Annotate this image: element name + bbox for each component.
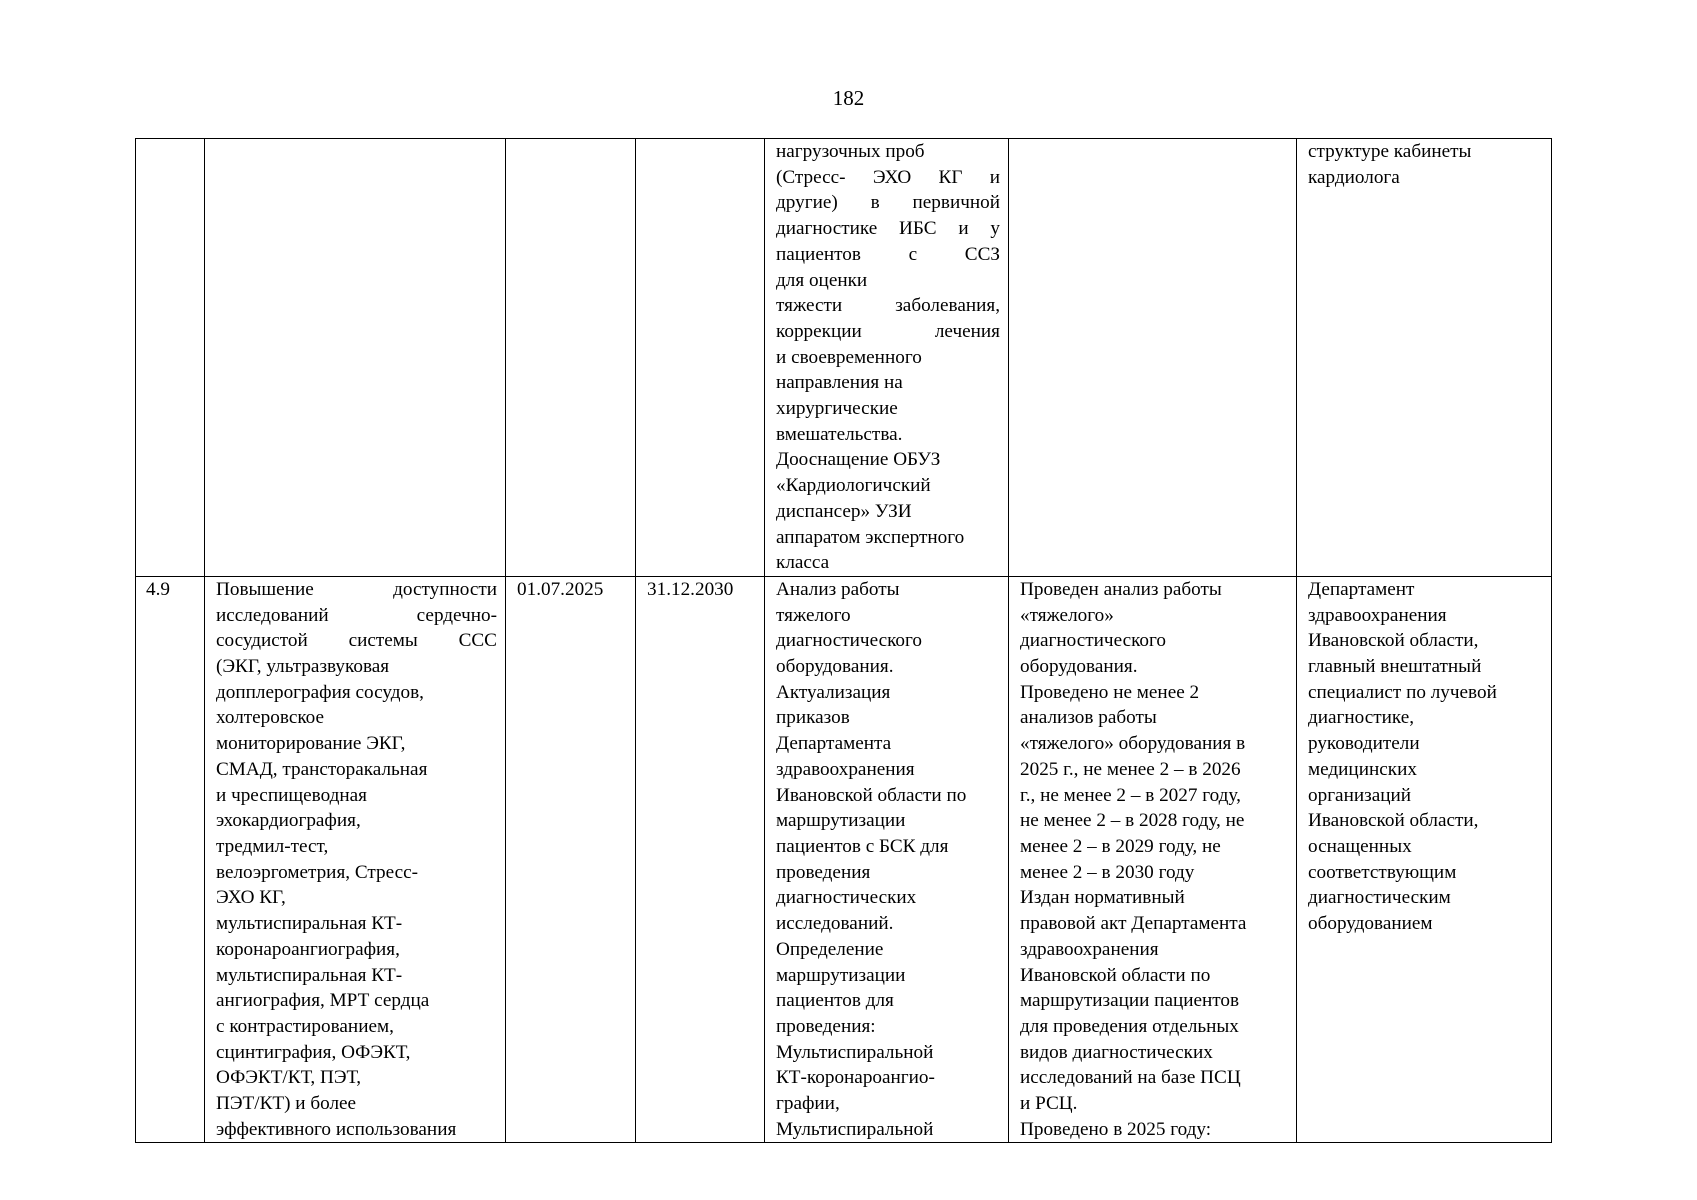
cell-text-line: СМАД, трансторакальная — [216, 758, 428, 780]
cell-text-line: правовой акт Департамента — [1020, 913, 1247, 935]
cell-text-line: маршрутизации пациентов — [1020, 990, 1240, 1012]
cell-text-line: и РСЦ. — [1020, 1093, 1078, 1115]
cell-text-line: «тяжелого» оборудования в — [1020, 733, 1246, 755]
cell-text-line: структуре кабинеты — [1308, 141, 1472, 162]
cell-text-line: ОФЭКТ/КТ, ПЭТ, — [216, 1067, 362, 1089]
cell-text-line: велоэргометрия, Стресс- — [216, 861, 419, 883]
cell-text-line: исследований сердечно- — [216, 604, 497, 626]
cell-number — [136, 139, 205, 577]
cell-text-line: класса — [776, 552, 830, 574]
cell-text-line: Департамента — [776, 733, 892, 755]
cell-number: 4.9 — [136, 576, 205, 1142]
cell-text-line: Мультиспиральной — [776, 1041, 934, 1063]
cell-text-line: проведения — [776, 861, 871, 883]
cell-text-line: аппаратом экспертного — [776, 526, 965, 548]
cell-text-line: здравоохранения — [1308, 604, 1447, 626]
cell-text-line: сосудистой системы ССС — [216, 630, 497, 652]
cell-text-line: диагностическим — [1308, 887, 1451, 909]
cell-text-line: диагностического — [1020, 630, 1167, 652]
table-row — [136, 139, 1552, 577]
cell-text-line: менее 2 – в 2030 году — [1020, 861, 1195, 883]
cell-end-date — [636, 139, 765, 577]
cell-text-line: диагностических — [776, 887, 917, 909]
cell-text-line: Проведено не менее 2 — [1020, 681, 1200, 703]
cell-text-line: Ивановской области по — [776, 784, 967, 806]
cell-text-line: Ивановской области, — [1308, 810, 1479, 832]
cell-text-line: маршрутизации — [776, 964, 906, 986]
cell-text-line: г., не менее 2 – в 2027 году, — [1020, 784, 1241, 806]
cell-text-line: Проведен анализ работы — [1020, 578, 1222, 600]
cell-text-line: специалист по лучевой — [1308, 681, 1497, 703]
cell-responsible — [1297, 576, 1552, 1142]
cell-text-line: нагрузочных проб — [776, 141, 925, 162]
cell-responsible — [1297, 139, 1552, 577]
cell-text-line: Департамент — [1308, 578, 1415, 600]
cell-text-line: Ивановской области по — [1020, 964, 1211, 986]
cell-activity-title — [205, 139, 506, 577]
cell-text-line: диагностического — [776, 630, 923, 652]
cell-text-line: оборудования. — [1020, 656, 1138, 678]
cell-text-line: Дооснащение ОБУЗ — [776, 449, 941, 471]
cell-text-line: холтеровское — [216, 707, 325, 729]
cell-text-line: не менее 2 – в 2028 году, не — [1020, 810, 1245, 832]
cell-text-line: приказов — [776, 707, 850, 729]
cell-text-line: мониторирование ЭКГ, — [216, 733, 406, 755]
cell-text-line: ангиография, МРТ сердца — [216, 990, 430, 1012]
cell-text-line: менее 2 – в 2029 году, не — [1020, 835, 1221, 857]
cell-text-line: медицинских — [1308, 758, 1417, 780]
cell-text-line: мультиспиральная КТ- — [216, 913, 403, 935]
cell-expected-result — [1009, 139, 1297, 577]
cell-text-line: мультиспиральная КТ- — [216, 964, 403, 986]
cell-text-line: и своевременного — [776, 346, 922, 368]
cell-activity-content — [765, 576, 1009, 1142]
cell-text-line: Ивановской области, — [1308, 630, 1479, 652]
cell-text-line: 2025 г., не менее 2 – в 2026 — [1020, 758, 1241, 780]
cell-text-line: Анализ работы — [776, 578, 900, 600]
cell-text-line: руководители — [1308, 733, 1420, 755]
cell-text-line: с контрастированием, — [216, 1015, 394, 1037]
cell-text-line: организаций — [1308, 784, 1412, 806]
table-row — [136, 576, 1552, 1142]
cell-text-line: диагностике, — [1308, 707, 1415, 729]
cell-text-line: оборудования. — [776, 656, 894, 678]
page-number: 182 — [832, 86, 865, 110]
cell-text-line: пациентов с БСК для — [776, 835, 949, 857]
cell-text-line: «тяжелого» — [1020, 604, 1114, 626]
cell-text-line: (ЭКГ, ультразвуковая — [216, 656, 390, 678]
cell-text-line: здравоохранения — [776, 758, 915, 780]
cell-text-line: Повышение доступности — [216, 578, 497, 600]
cell-text-line: графии, — [776, 1093, 840, 1115]
cell-text-line: для проведения отдельных — [1020, 1015, 1239, 1037]
cell-text-line: оборудованием — [1308, 913, 1433, 935]
cell-text-line: коронароангиография, — [216, 938, 400, 960]
cell-text-line: главный внештатный — [1308, 656, 1482, 678]
cell-start-date: 01.07.2025 — [506, 576, 636, 1142]
cell-start-date — [506, 139, 636, 577]
cell-text-line: Проведено в 2025 году: — [1020, 1118, 1212, 1140]
cell-text-line: Актуализация — [776, 681, 891, 703]
cell-text-line: другие) в первичной — [776, 192, 1000, 214]
cell-text-line: здравоохранения — [1020, 938, 1159, 960]
cell-text-line: (Стресс- ЭХО КГ и — [776, 166, 1000, 188]
cell-text-line: Мультиспиральной — [776, 1118, 934, 1140]
cell-text-line: КТ-коронароангио- — [776, 1067, 935, 1089]
cell-text-line: эхокардиография, — [216, 810, 361, 832]
cell-text-line: диагностике ИБС и у — [776, 218, 1000, 240]
cell-text-line: пациентов для — [776, 990, 894, 1012]
cell-text-line: вмешательства. — [776, 423, 903, 445]
cell-text-line: тяжести заболевания, — [776, 295, 1000, 317]
cell-text-line: допплерография сосудов, — [216, 681, 424, 703]
cell-text-line: маршрутизации — [776, 810, 906, 832]
cell-text-line: исследований. — [776, 913, 894, 935]
cell-text-line: пациентов с ССЗ — [776, 243, 1000, 265]
cell-text-line: для оценки — [776, 269, 868, 291]
cell-text-line: и чреспищеводная — [216, 784, 367, 806]
cell-text-line: анализов работы — [1020, 707, 1157, 729]
cell-text-line: тредмил-тест, — [216, 835, 329, 857]
cell-text-line: сцинтиграфия, ОФЭКТ, — [216, 1041, 411, 1063]
cell-end-date: 31.12.2030 — [636, 576, 765, 1142]
cell-text-line: «Кардиологичский — [776, 475, 931, 497]
cell-expected-result — [1009, 576, 1297, 1142]
cell-activity-content — [765, 139, 1009, 577]
cell-text-line: проведения: — [776, 1015, 876, 1037]
cell-text-line: коррекции лечения — [776, 320, 1000, 342]
activities-table — [135, 138, 1552, 1143]
cell-text-line: исследований на базе ПСЦ — [1020, 1067, 1241, 1089]
cell-text-line: эффективного использования — [216, 1118, 457, 1140]
cell-text-line: кардиолога — [1308, 166, 1400, 188]
cell-text-line: тяжелого — [776, 604, 851, 626]
cell-activity-title — [205, 576, 506, 1142]
cell-text-line: ПЭТ/КТ) и более — [216, 1093, 357, 1115]
cell-text-line: соответствующим — [1308, 861, 1457, 883]
cell-text-line: оснащенных — [1308, 835, 1412, 857]
cell-text-line: ЭХО КГ, — [216, 887, 286, 909]
cell-text-line: Издан нормативный — [1020, 887, 1185, 909]
cell-text-line: направления на — [776, 372, 903, 394]
cell-text-line: видов диагностических — [1020, 1041, 1213, 1063]
cell-text-line: хирургические — [776, 398, 898, 420]
cell-text-line: диспансер» УЗИ — [776, 500, 912, 522]
cell-text-line: Определение — [776, 938, 884, 960]
